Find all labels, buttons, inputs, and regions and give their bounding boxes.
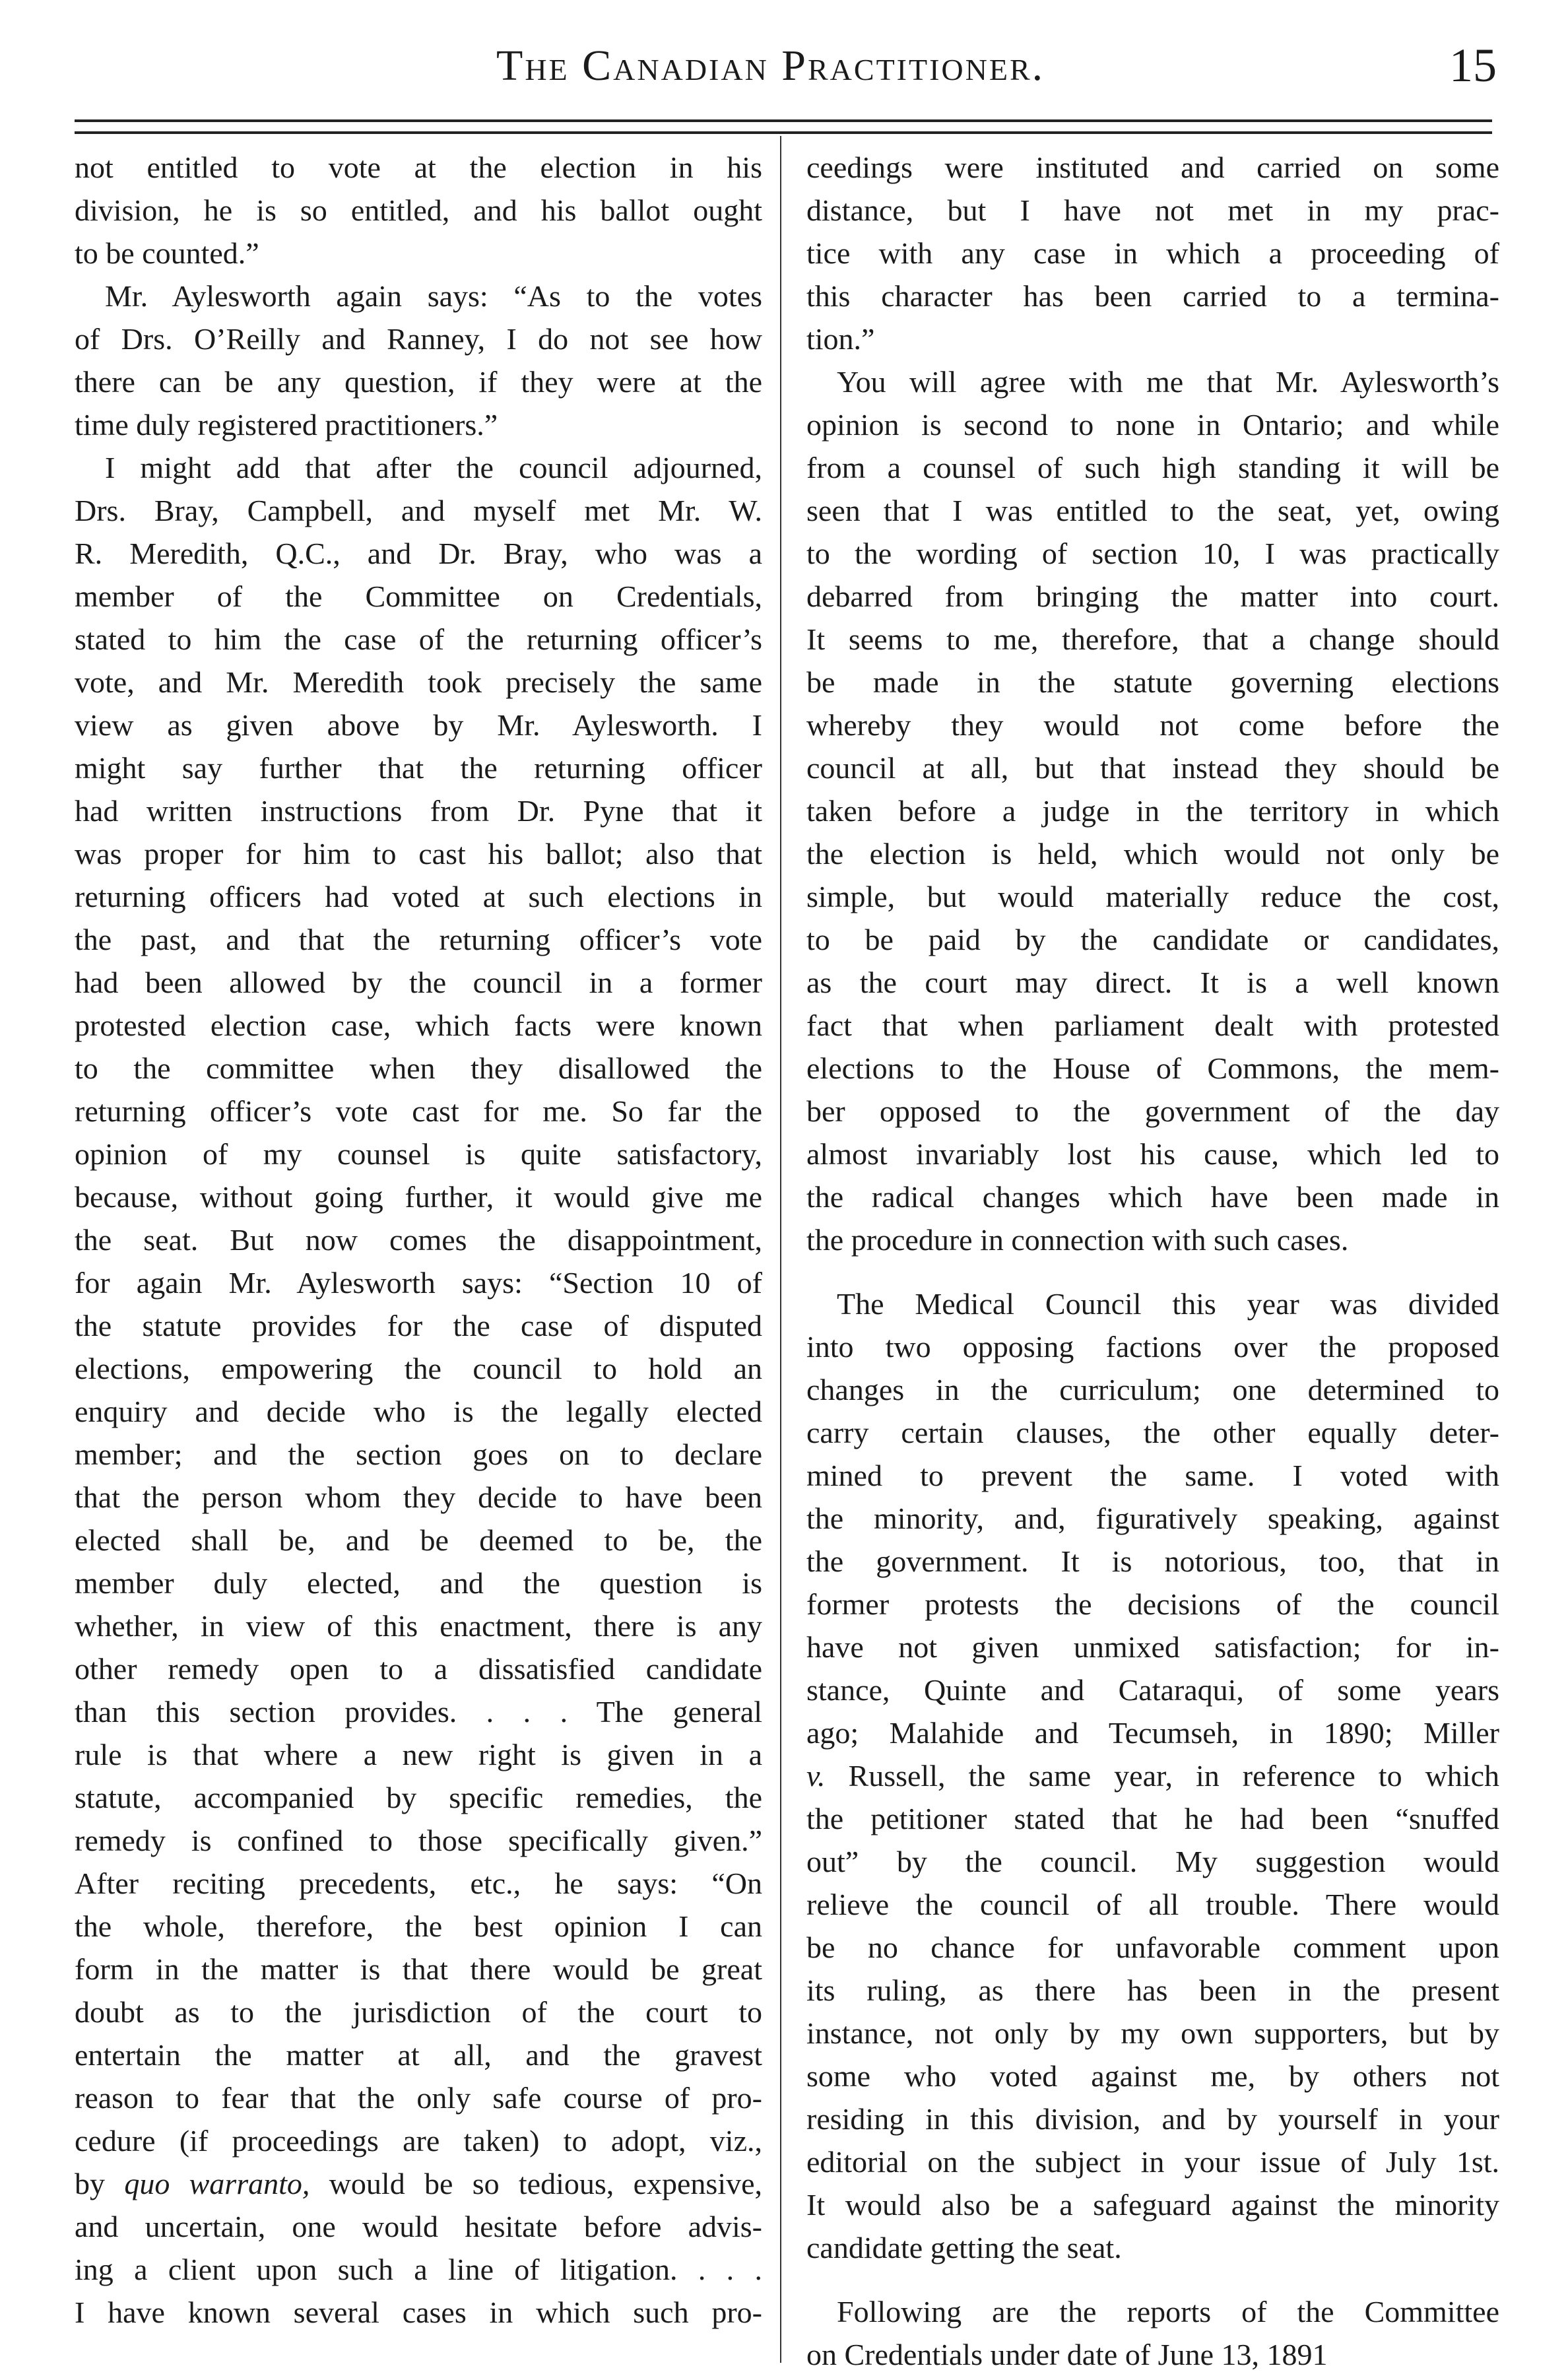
text-line: ago; Malahide and Tecumseh, in 1890; Miller xyxy=(806,1716,1499,1750)
text-line: rule is that where a new right is given in a xyxy=(75,1738,762,1771)
text-line: stance, Quinte and Cataraqui, of some years xyxy=(806,1673,1499,1707)
text-line: whether, in view of this enactment, there is any xyxy=(75,1609,762,1643)
paragraph xyxy=(806,360,1499,1261)
text-line: the election is held, which would not only be xyxy=(806,837,1499,871)
text-line: to the wording of section 10, I was practically xyxy=(806,537,1499,570)
text-line: and uncertain, one would hesitate before advis- xyxy=(75,2210,762,2243)
text-line: former protests the decisions of the council xyxy=(806,1587,1499,1621)
text-line: the government. It is notorious, too, that in xyxy=(806,1544,1499,1578)
text-line: opinion of my counsel is quite satisfactory, xyxy=(75,1137,762,1171)
text-line: be made in the statute governing elections xyxy=(806,665,1499,699)
text-line: statute, accompanied by specific remedies, the xyxy=(75,1781,762,1814)
text-segment: by xyxy=(75,2167,125,2200)
text-line: Drs. Bray, Campbell, and myself met Mr. W. xyxy=(75,494,762,527)
header-rule-top xyxy=(75,119,1492,122)
text-line: stated to him the case of the returning officer’s xyxy=(75,622,762,656)
text-line: elections to the House of Commons, the mem- xyxy=(806,1051,1499,1085)
text-line: out” by the council. My suggestion would xyxy=(806,1845,1499,1878)
text-line: ing a client upon such a line of litigation. . . . xyxy=(75,2253,762,2286)
column-divider xyxy=(780,136,781,2363)
text-line: division, he is so entitled, and his ballot ought xyxy=(75,193,762,227)
text-line: carry certain clauses, the other equally deter- xyxy=(806,1416,1499,1449)
text-line: elections, empowering the council to hold an xyxy=(75,1352,762,1385)
text-line: It would also be a safeguard against the minority xyxy=(806,2188,1499,2222)
journal-title: The Canadian Practitioner. xyxy=(496,42,1045,90)
text-line: entertain the matter at all, and the gravest xyxy=(75,2038,762,2072)
text-line: than this section provides. . . . The general xyxy=(75,1695,762,1729)
text-line: Following are the reports of the Committee xyxy=(837,2295,1499,2328)
text-line: for again Mr. Aylesworth says: “Section 10 of xyxy=(75,1266,762,1300)
text-line: tice with any case in which a proceeding of xyxy=(806,236,1499,270)
text-line: R. Meredith, Q.C., and Dr. Bray, who was a xyxy=(75,537,762,570)
text-line: as the court may direct. It is a well known xyxy=(806,966,1499,999)
text-line: returning officer’s vote cast for me. So far the xyxy=(75,1094,762,1128)
text-line: had written instructions from Dr. Pyne that it xyxy=(75,794,762,828)
right-column xyxy=(806,146,1499,2376)
text-line: the minority, and, figuratively speaking, against xyxy=(806,1502,1499,1535)
text-line: ber opposed to the government of the day xyxy=(806,1094,1499,1128)
paragraph xyxy=(806,146,1499,360)
text-line: You will agree with me that Mr. Aylesworth’s xyxy=(837,365,1499,399)
text-line xyxy=(75,2162,762,2205)
text-line: I might add that after the council adjourned, xyxy=(105,451,762,484)
text-line: to be counted.” xyxy=(75,236,259,270)
italic-text: quo warranto, xyxy=(124,2167,310,2200)
text-line: some who voted against me, by others not xyxy=(806,2059,1499,2093)
text-line: to the committee when they disallowed the xyxy=(75,1051,762,1085)
text-segment: Russell, the same year, in reference to which xyxy=(825,1759,1499,1793)
text-line: was proper for him to cast his ballot; also that xyxy=(75,837,762,871)
text-line: the radical changes which have been made in xyxy=(806,1180,1499,1214)
text-line: member of the Committee on Credentials, xyxy=(75,579,762,613)
text-line: had been allowed by the council in a former xyxy=(75,966,762,999)
text-line: taken before a judge in the territory in which xyxy=(806,794,1499,828)
paragraph xyxy=(75,146,762,275)
text-line: its ruling, as there has been in the present xyxy=(806,1973,1499,2007)
text-line: into two opposing factions over the proposed xyxy=(806,1330,1499,1364)
text-line: simple, but would materially reduce the cost, xyxy=(806,880,1499,913)
text-line: remedy is confined to those specifically given.” xyxy=(75,1824,762,1857)
text-line: whereby they would not come before the xyxy=(806,708,1499,742)
text-line: the seat. But now comes the disappointment, xyxy=(75,1223,762,1257)
text-line: other remedy open to a dissatisfied candidate xyxy=(75,1652,762,1686)
text-line: relieve the council of all trouble. There would xyxy=(806,1888,1499,1921)
text-line: cedure (if proceedings are taken) to adopt, viz., xyxy=(75,2124,762,2158)
left-column xyxy=(75,146,762,2334)
header-rule-bottom xyxy=(75,131,1492,134)
text-line: debarred from bringing the matter into court. xyxy=(806,579,1499,613)
text-line: because, without going further, it would give me xyxy=(75,1180,762,1214)
text-line: mined to prevent the same. I voted with xyxy=(806,1459,1499,1492)
text-line: seen that I was entitled to the seat, yet, owing xyxy=(806,494,1499,527)
text-line: doubt as to the jurisdiction of the court to xyxy=(75,1995,762,2029)
text-line xyxy=(806,1754,1499,1797)
text-line: After reciting precedents, etc., he says: “On xyxy=(75,1866,762,1900)
text-line: might say further that the returning officer xyxy=(75,751,762,785)
text-line: candidate getting the seat. xyxy=(806,2231,1122,2264)
text-line: member; and the section goes on to declare xyxy=(75,1437,762,1471)
text-line: tion.” xyxy=(806,322,875,356)
text-line: form in the matter is that there would be great xyxy=(75,1952,762,1986)
text-line: distance, but I have not met in my prac- xyxy=(806,193,1499,227)
text-line: from a counsel of such high standing it will be xyxy=(806,451,1499,484)
text-line: almost invariably lost his cause, which led to xyxy=(806,1137,1499,1171)
text-line: protested election case, which facts were known xyxy=(75,1008,762,1042)
text-line: the statute provides for the case of disputed xyxy=(75,1309,762,1342)
text-line: have not given unmixed satisfaction; for in- xyxy=(806,1630,1499,1664)
text-line: on Credentials under date of June 13, 1891 xyxy=(806,2338,1328,2371)
text-line: this character has been carried to a termina- xyxy=(806,279,1499,313)
paragraph xyxy=(75,446,762,2334)
text-line: not entitled to vote at the election in his xyxy=(75,150,762,184)
text-line: fact that when parliament dealt with protested xyxy=(806,1008,1499,1042)
text-line: reason to fear that the only safe course of pro- xyxy=(75,2081,762,2115)
text-line: member duly elected, and the question is xyxy=(75,1566,762,1600)
text-line: editorial on the subject in your issue of July 1st. xyxy=(806,2145,1499,2179)
text-line: changes in the curriculum; one determined to xyxy=(806,1373,1499,1406)
text-line: enquiry and decide who is the legally elected xyxy=(75,1395,762,1428)
text-line: residing in this division, and by yourself in your xyxy=(806,2102,1499,2136)
text-line: that the person whom they decide to have been xyxy=(75,1480,762,1514)
paragraph xyxy=(75,275,762,446)
paragraph xyxy=(806,2290,1499,2376)
text-line: the procedure in connection with such cases. xyxy=(806,1223,1349,1257)
text-line: opinion is second to none in Ontario; and while xyxy=(806,408,1499,442)
text-line: be no chance for unfavorable comment upon xyxy=(806,1930,1499,1964)
text-line: of Drs. O’Reilly and Ranney, I do not see how xyxy=(75,322,762,356)
text-line: returning officers had voted at such elections in xyxy=(75,880,762,913)
page-number: 15 xyxy=(1449,39,1497,92)
text-line: vote, and Mr. Meredith took precisely the same xyxy=(75,665,762,699)
text-line: the past, and that the returning officer’s vote xyxy=(75,923,762,956)
italic-text: v. xyxy=(806,1759,826,1793)
text-line: view as given above by Mr. Aylesworth. I xyxy=(75,708,762,742)
text-line: council at all, but that instead they should be xyxy=(806,751,1499,785)
text-line: time duly registered practitioners.” xyxy=(75,408,498,442)
text-line: the petitioner stated that he had been “snuffed xyxy=(806,1802,1499,1835)
text-line: I have known several cases in which such pro- xyxy=(75,2295,762,2329)
text-line: the whole, therefore, the best opinion I can xyxy=(75,1909,762,1943)
text-line: to be paid by the candidate or candidates, xyxy=(806,923,1499,956)
text-line: there can be any question, if they were at the xyxy=(75,365,762,399)
text-segment: would be so tedious, expensive, xyxy=(310,2167,763,2200)
paragraph xyxy=(806,1282,1499,2269)
text-line: elected shall be, and be deemed to be, the xyxy=(75,1523,762,1557)
text-line: instance, not only by my own supporters, but by xyxy=(806,2016,1499,2050)
text-line: It seems to me, therefore, that a change should xyxy=(806,622,1499,656)
text-line: ceedings were instituted and carried on some xyxy=(806,150,1499,184)
text-line: Mr. Aylesworth again says: “As to the votes xyxy=(105,279,762,313)
text-line: The Medical Council this year was divided xyxy=(837,1287,1499,1321)
